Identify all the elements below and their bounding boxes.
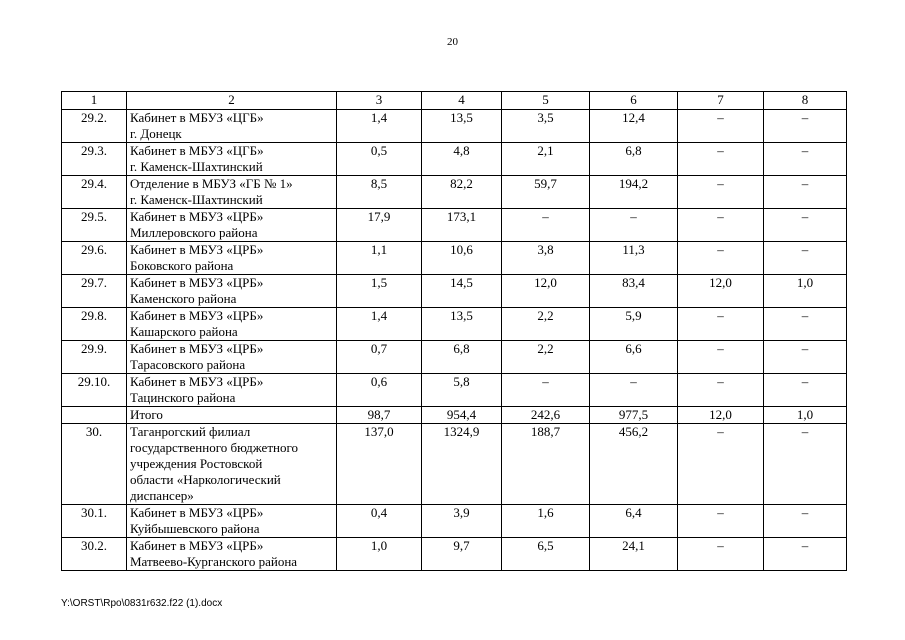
value-cell-c7: 12,0: [678, 407, 764, 424]
name-line: Кабинет в МБУЗ «ЦРБ»: [130, 275, 264, 290]
table-row: [62, 424, 847, 505]
name-line: Тацинского района: [130, 390, 236, 405]
value-cell-c8: –: [764, 308, 847, 341]
value-cell-c5: 3,5: [502, 110, 590, 143]
name-line: Куйбышевского района: [130, 521, 260, 536]
value-cell-c3: 1,4: [337, 110, 422, 143]
value-cell-c3: 1,5: [337, 275, 422, 308]
value-cell-c8: –: [764, 374, 847, 407]
value-cell-c4: 13,5: [422, 110, 502, 143]
table-row: [62, 110, 847, 143]
value-cell-c6: 977,5: [590, 407, 678, 424]
value-cell-c6: 83,4: [590, 275, 678, 308]
value-cell-c5: 2,2: [502, 341, 590, 374]
header-cell: 4: [422, 92, 502, 110]
value-cell-c6: 6,4: [590, 505, 678, 538]
value-cell-c4: 10,6: [422, 242, 502, 275]
value-cell-c7: –: [678, 110, 764, 143]
value-cell-c5: 2,2: [502, 308, 590, 341]
value-cell-c3: 98,7: [337, 407, 422, 424]
value-cell-c7: –: [678, 424, 764, 505]
header-cell: 3: [337, 92, 422, 110]
name-line: Боковского района: [130, 258, 234, 273]
row-number-cell: 29.6.: [62, 242, 127, 275]
name-line: Итого: [130, 407, 163, 422]
table-row: [62, 209, 847, 242]
value-cell-c4: 173,1: [422, 209, 502, 242]
name-line: Кабинет в МБУЗ «ЦРБ»: [130, 538, 264, 553]
header-cell: 1: [62, 92, 127, 110]
header-cell: 5: [502, 92, 590, 110]
value-cell-c6: –: [590, 209, 678, 242]
name-line: Тарасовского района: [130, 357, 246, 372]
value-cell-c6: 6,8: [590, 143, 678, 176]
name-line: Каменского района: [130, 291, 237, 306]
value-cell-c3: 137,0: [337, 424, 422, 505]
row-number-cell: 30.2.: [62, 538, 127, 571]
value-cell-c6: 12,4: [590, 110, 678, 143]
table-row: [62, 407, 847, 424]
value-cell-c8: –: [764, 143, 847, 176]
table-row: [62, 275, 847, 308]
name-line: Миллеровского района: [130, 225, 258, 240]
row-number-cell: 29.10.: [62, 374, 127, 407]
value-cell-c8: –: [764, 176, 847, 209]
value-cell-c3: 1,0: [337, 538, 422, 571]
table-row: [62, 538, 847, 571]
name-line: Матвеево-Курганского района: [130, 554, 298, 569]
name-line: Кабинет в МБУЗ «ЦРБ»: [130, 374, 264, 389]
name-line: Кабинет в МБУЗ «ЦРБ»: [130, 505, 264, 520]
name-cell: [127, 424, 337, 505]
value-cell-c5: 242,6: [502, 407, 590, 424]
name-cell: [127, 341, 337, 374]
name-line: Кашарского района: [130, 324, 238, 339]
value-cell-c8: –: [764, 341, 847, 374]
table-row: [62, 242, 847, 275]
value-cell-c7: –: [678, 176, 764, 209]
row-number-cell: 30.: [62, 424, 127, 505]
value-cell-c5: 12,0: [502, 275, 590, 308]
value-cell-c4: 14,5: [422, 275, 502, 308]
header-row: [62, 92, 847, 110]
table-row: [62, 341, 847, 374]
name-line: государственного бюджетного: [130, 440, 298, 455]
value-cell-c5: 2,1: [502, 143, 590, 176]
value-cell-c4: 9,7: [422, 538, 502, 571]
header-cell: 6: [590, 92, 678, 110]
row-number-cell: 30.1.: [62, 505, 127, 538]
row-number-cell: 29.5.: [62, 209, 127, 242]
value-cell-c3: 1,1: [337, 242, 422, 275]
value-cell-c4: 6,8: [422, 341, 502, 374]
value-cell-c5: –: [502, 374, 590, 407]
table-row: [62, 374, 847, 407]
value-cell-c5: 1,6: [502, 505, 590, 538]
name-line: области «Наркологический: [130, 472, 281, 487]
value-cell-c3: 17,9: [337, 209, 422, 242]
name-line: Кабинет в МБУЗ «ЦРБ»: [130, 209, 264, 224]
value-cell-c8: –: [764, 110, 847, 143]
header-cell: 2: [127, 92, 337, 110]
value-cell-c7: –: [678, 209, 764, 242]
value-cell-c3: 0,4: [337, 505, 422, 538]
value-cell-c4: 954,4: [422, 407, 502, 424]
page-number: 20: [447, 36, 458, 48]
name-line: Таганрогский филиал: [130, 424, 251, 439]
value-cell-c8: 1,0: [764, 407, 847, 424]
name-line: г. Каменск-Шахтинский: [130, 192, 263, 207]
table-row: [62, 143, 847, 176]
value-cell-c7: 12,0: [678, 275, 764, 308]
value-cell-c6: 11,3: [590, 242, 678, 275]
value-cell-c6: –: [590, 374, 678, 407]
value-cell-c7: –: [678, 341, 764, 374]
value-cell-c5: –: [502, 209, 590, 242]
data-table: [61, 91, 847, 571]
row-number-cell: 29.2.: [62, 110, 127, 143]
value-cell-c8: –: [764, 242, 847, 275]
name-cell: [127, 176, 337, 209]
value-cell-c3: 0,6: [337, 374, 422, 407]
value-cell-c8: –: [764, 424, 847, 505]
value-cell-c3: 0,5: [337, 143, 422, 176]
name-cell: [127, 407, 337, 424]
header-cell: 7: [678, 92, 764, 110]
value-cell-c5: 6,5: [502, 538, 590, 571]
table-body: [62, 110, 847, 571]
value-cell-c8: –: [764, 505, 847, 538]
name-cell: [127, 374, 337, 407]
value-cell-c4: 3,9: [422, 505, 502, 538]
row-number-cell: 29.3.: [62, 143, 127, 176]
row-number-cell: 29.9.: [62, 341, 127, 374]
table-row: [62, 176, 847, 209]
table-row: [62, 505, 847, 538]
name-cell: [127, 209, 337, 242]
value-cell-c7: –: [678, 538, 764, 571]
name-cell: [127, 242, 337, 275]
value-cell-c7: –: [678, 374, 764, 407]
value-cell-c6: 194,2: [590, 176, 678, 209]
name-cell: [127, 505, 337, 538]
value-cell-c4: 13,5: [422, 308, 502, 341]
row-number-cell: 29.4.: [62, 176, 127, 209]
value-cell-c5: 3,8: [502, 242, 590, 275]
name-line: Кабинет в МБУЗ «ЦРБ»: [130, 242, 264, 257]
table-row: [62, 308, 847, 341]
name-line: Кабинет в МБУЗ «ЦРБ»: [130, 308, 264, 323]
value-cell-c7: –: [678, 505, 764, 538]
value-cell-c7: –: [678, 143, 764, 176]
name-cell: [127, 143, 337, 176]
value-cell-c4: 4,8: [422, 143, 502, 176]
value-cell-c3: 0,7: [337, 341, 422, 374]
name-line: Отделение в МБУЗ «ГБ № 1»: [130, 176, 293, 191]
value-cell-c5: 188,7: [502, 424, 590, 505]
name-line: г. Донецк: [130, 126, 182, 141]
value-cell-c7: –: [678, 242, 764, 275]
value-cell-c3: 8,5: [337, 176, 422, 209]
value-cell-c4: 1324,9: [422, 424, 502, 505]
name-cell: [127, 538, 337, 571]
name-line: Кабинет в МБУЗ «ЦГБ»: [130, 143, 264, 158]
value-cell-c5: 59,7: [502, 176, 590, 209]
value-cell-c6: 456,2: [590, 424, 678, 505]
name-cell: [127, 275, 337, 308]
value-cell-c4: 5,8: [422, 374, 502, 407]
row-number-cell: 29.7.: [62, 275, 127, 308]
name-line: г. Каменск-Шахтинский: [130, 159, 263, 174]
row-number-cell: [62, 407, 127, 424]
value-cell-c6: 6,6: [590, 341, 678, 374]
value-cell-c8: 1,0: [764, 275, 847, 308]
value-cell-c8: –: [764, 538, 847, 571]
value-cell-c8: –: [764, 209, 847, 242]
value-cell-c4: 82,2: [422, 176, 502, 209]
value-cell-c7: –: [678, 308, 764, 341]
name-line: Кабинет в МБУЗ «ЦРБ»: [130, 341, 264, 356]
file-path-footer: Y:\ORST\Rpo\0831r632.f22 (1).docx: [61, 598, 223, 609]
value-cell-c6: 24,1: [590, 538, 678, 571]
name-line: учреждения Ростовской: [130, 456, 263, 471]
value-cell-c6: 5,9: [590, 308, 678, 341]
row-number-cell: 29.8.: [62, 308, 127, 341]
name-cell: [127, 110, 337, 143]
value-cell-c3: 1,4: [337, 308, 422, 341]
name-line: Кабинет в МБУЗ «ЦГБ»: [130, 110, 264, 125]
header-cell: 8: [764, 92, 847, 110]
name-cell: [127, 308, 337, 341]
name-line: диспансер»: [130, 488, 194, 503]
